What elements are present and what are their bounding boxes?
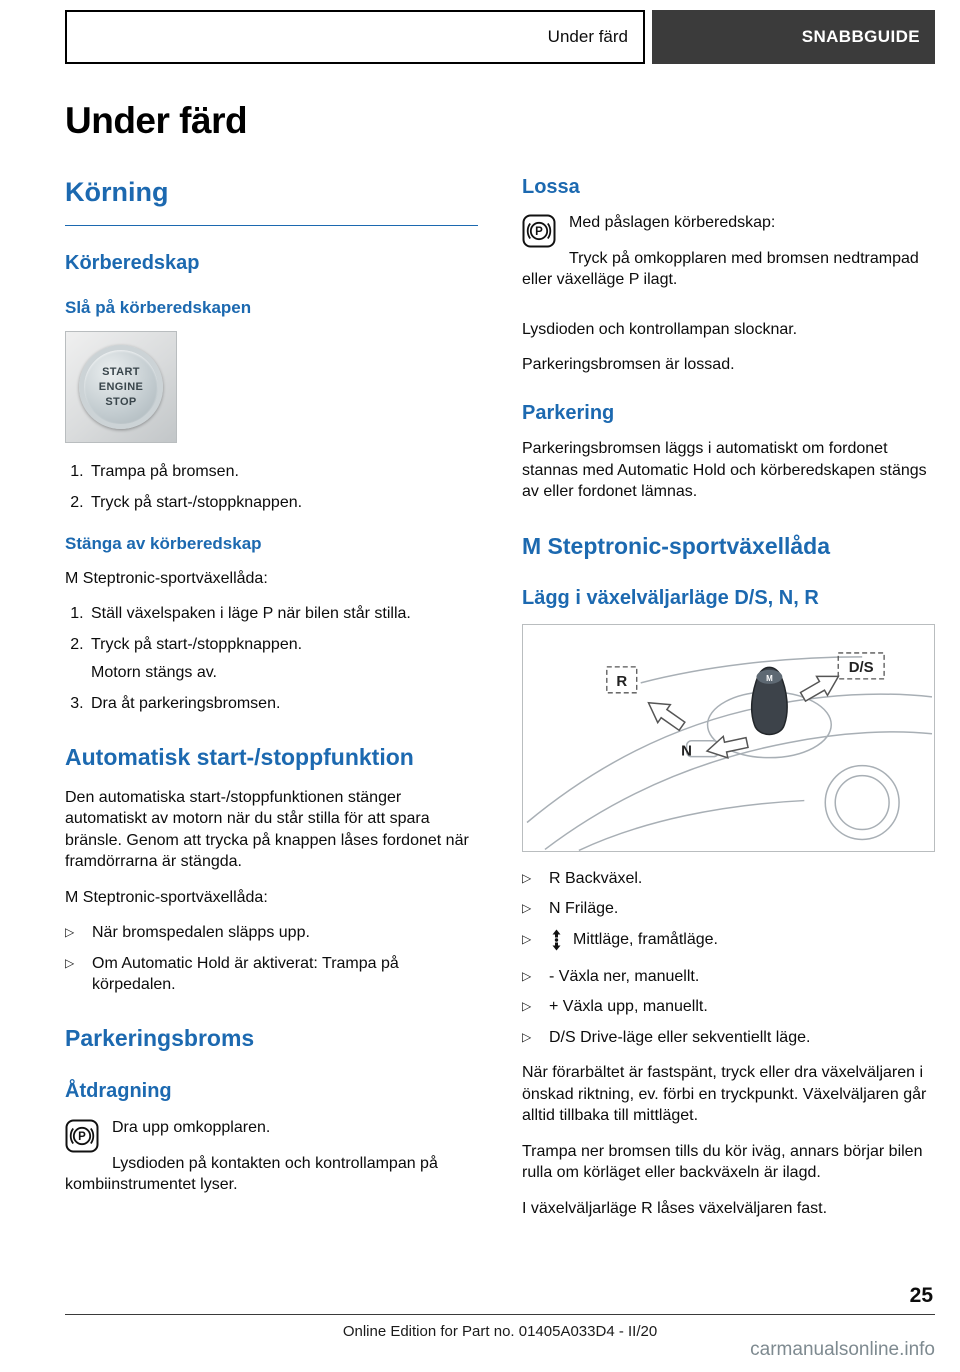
bullet-item (522, 868, 935, 889)
svg-text:R: R (616, 673, 628, 691)
triangle-bullet-icon: ▷ (522, 901, 532, 916)
start-steps-list (65, 461, 478, 513)
start-engine-stop-button (79, 345, 163, 429)
bullet-item (65, 953, 478, 996)
paragraph-lases-fast: I växelväljarläge R låses växelväljaren fast. (522, 1199, 828, 1217)
svg-text:D/S: D/S (848, 659, 874, 677)
heading-m-steptronic: M Steptronic-sportväxellåda (522, 532, 831, 559)
parking-brake-icon (65, 1119, 99, 1159)
paragraph-med-paslagen: Med påslagen körberedskap: (569, 214, 776, 232)
triangle-bullet-icon: ▷ (522, 999, 532, 1014)
shutdown-steps-list (65, 603, 478, 714)
svg-text:P: P (78, 1131, 86, 1144)
snabbguide-badge (652, 10, 935, 64)
triangle-bullet-icon: ▷ (522, 969, 532, 984)
step-item: 1. Ställ växelspaken i läge P när bilen står stilla. (88, 603, 478, 624)
bullet-item (522, 898, 935, 919)
heading-atdragning: Åtdragning (65, 1080, 172, 1103)
footer-bottom (65, 1322, 935, 1364)
bullet-text: Mittläge, framåtläge. (573, 930, 718, 948)
page-header (65, 10, 935, 64)
bullet-text: R Backväxel. (549, 869, 643, 887)
paragraph-slocknar: Lysdioden och kontrollampan slocknar. (522, 320, 798, 338)
gear-knob (752, 668, 787, 735)
start-label: START (102, 366, 140, 379)
bullet-text: Om Automatic Hold är aktiverat: Trampa på körpedalen. (92, 954, 399, 994)
gear-shifter-illustration (523, 625, 934, 850)
edition-note: Online Edition for Part no. 01405A033D4 - II/20 (342, 1323, 658, 1340)
bullet-item (65, 922, 478, 943)
footer-divider (65, 1314, 935, 1315)
svg-text:P: P (535, 226, 543, 239)
bullet-item (522, 996, 935, 1017)
page-content (65, 96, 935, 1233)
step-note: Motorn stängs av. (91, 664, 217, 682)
heading-lagg-i-vaxelvaljarlage: Lägg i växelväljarläge D/S, N, R (522, 587, 819, 610)
paragraph-steptronic-intro: M Steptronic-sportväxellåda: (65, 888, 268, 906)
paragraph-lysdiod: Lysdioden på kontakten och kontrollampan på kombiinstrumentet lyser. (65, 1154, 438, 1193)
two-column-layout (65, 150, 935, 1233)
lossa-instructions (522, 212, 935, 304)
gear-positions-list (522, 868, 935, 1049)
svg-text:M: M (766, 674, 773, 684)
step-item: 1. Trampa på bromsen. (88, 461, 478, 482)
heading-sla-pa-korberedskapen: Slå på körberedskapen (65, 297, 252, 317)
breadcrumb-label: Under färd (547, 26, 628, 46)
paragraph-parkering: Parkeringsbromsen läggs i automatiskt om fordonet stannas med Automatic Hold och körberedskapen stängs av eller fordonet lämnas. (522, 440, 927, 501)
bullet-text: När bromspedalen släpps upp. (92, 924, 310, 942)
manual-page (0, 10, 960, 1372)
heading-parkeringsbroms: Parkeringsbroms (65, 1025, 255, 1052)
bullet-text: - Växla ner, manuellt. (549, 968, 700, 986)
parking-brake-icon (522, 214, 556, 254)
heading-parkering: Parkering (522, 401, 615, 424)
paragraph-auto-start-stopp: Den automatiska start-/stoppfunktionen stänger automatiskt av motorn när du står stilla för att spara bränsle. Genom att trycka på knappen låses fordonet när framdörrarna är stängda. (65, 788, 469, 871)
triangle-bullet-icon: ▷ (522, 870, 532, 885)
step-item: 3. Dra åt parkeringsbromsen. (88, 693, 478, 714)
bullet-text: + Växla upp, manuellt. (549, 998, 708, 1016)
step-item: 2. Tryck på start-/stoppknappen. (88, 492, 478, 513)
bullet-text: N Friläge. (549, 900, 619, 918)
watermark: carmanualsonline.info (750, 1339, 935, 1360)
engine-label: ENGINE (98, 380, 144, 393)
triangle-bullet-icon: ▷ (522, 1029, 532, 1044)
start-stop-button-image (65, 331, 177, 443)
shifter-r-label (607, 667, 688, 735)
heading-automatisk-start-stoppfunktion: Automatisk start-/stoppfunktion (65, 744, 414, 771)
gear-middle-position-icon (549, 929, 564, 957)
step-item (88, 634, 478, 684)
heading-stanga-av-korberedskap: Stänga av körberedskap (65, 534, 262, 554)
paragraph-forarbalte: När förarbältet är fastspänt, tryck eller dra växelväljaren i önskad riktning, ev. förbi en tryckpunkt. Växelväljaren går alltid tillbaka till mittläget. (522, 1064, 927, 1125)
bullet-text: D/S Drive-läge eller sekventiellt läge. (549, 1028, 811, 1046)
paragraph-trampa-ner: Trampa ner bromsen tills du kör iväg, annars börjar bilen rulla om körläget eller backväxeln är ilagd. (522, 1142, 923, 1182)
paragraph-tryck-omkopplare: Tryck på omkopplaren med bromsen nedtrampad eller växelläge P ilagt. (522, 249, 919, 289)
stop-label: STOP (105, 395, 137, 408)
heading-korning: Körning (65, 174, 478, 226)
triangle-bullet-icon: ▷ (522, 931, 532, 946)
shifter-ds-label (798, 653, 885, 706)
breadcrumb (65, 10, 645, 64)
auto-stop-bullet-list (65, 922, 478, 995)
page-footer (65, 1282, 935, 1364)
paragraph-steptronic-intro: M Steptronic-sportväxellåda: (65, 569, 268, 587)
snabbguide-label: SNABBGUIDE (801, 26, 920, 46)
gear-shifter-image (522, 624, 935, 851)
heading-lossa: Lossa (522, 175, 580, 198)
right-column (522, 150, 935, 1233)
heading-korberedskap: Körberedskap (65, 251, 200, 274)
left-column (65, 150, 478, 1224)
start-button-text (99, 365, 144, 410)
bullet-item (522, 966, 935, 987)
triangle-bullet-icon: ▷ (65, 925, 75, 940)
step-text: Tryck på start-/stoppknappen. (91, 635, 303, 653)
page-title: Under färd (65, 100, 248, 141)
paragraph-dra-upp: Dra upp omkopplaren. (112, 1119, 271, 1137)
atdragning-instructions (65, 1117, 478, 1209)
bullet-item (522, 1027, 935, 1048)
paragraph-lossad: Parkeringsbromsen är lossad. (522, 356, 735, 374)
shifter-n-label (681, 732, 749, 762)
bullet-item (522, 929, 935, 957)
triangle-bullet-icon: ▷ (65, 955, 75, 970)
page-number: 25 (909, 1283, 933, 1307)
svg-text:N: N (681, 742, 693, 760)
